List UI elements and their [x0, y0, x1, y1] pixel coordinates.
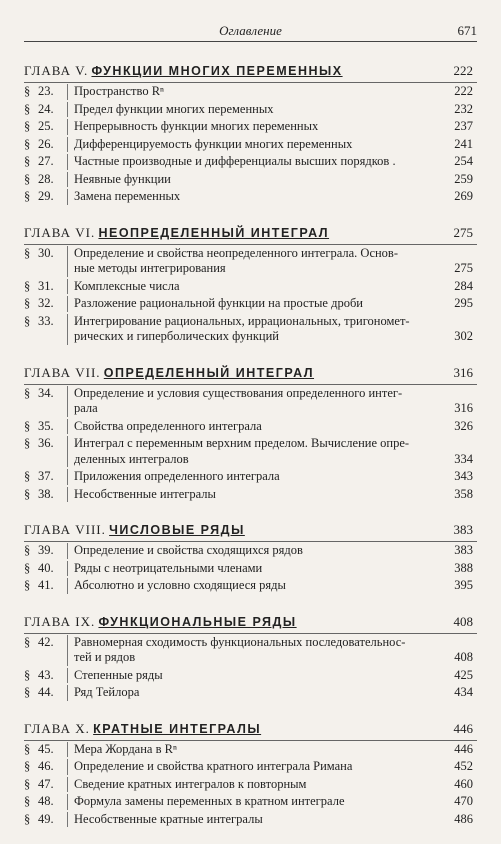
section-title: Определение и свойства кратного интеграла Римана	[67, 759, 477, 775]
section-title: Интегрирование рациональных, иррациональных, тригономет- рических и гиперболических функций	[67, 314, 477, 345]
section-page: 408	[454, 650, 473, 664]
section-number: § 41.	[24, 578, 54, 592]
toc-entry[interactable]	[24, 758, 477, 776]
section-number: § 45.	[24, 741, 54, 756]
section-title: Абсолютно и условно сходящиеся ряды	[67, 578, 477, 594]
chapter-title: ФУНКЦИИ МНОГИХ ПЕРЕМЕННЫХ	[91, 64, 343, 78]
section-title: Пространство Rⁿ	[67, 84, 477, 100]
section-page: 259	[454, 171, 473, 186]
toc-entry[interactable]	[24, 577, 477, 595]
chapter-label: ГЛАВА VIII.	[24, 522, 106, 537]
section-number: § 23.	[24, 84, 54, 98]
section-list	[24, 541, 477, 595]
section-page: 334	[454, 451, 473, 466]
section-page: 284	[454, 278, 473, 293]
section-title: Определение и условия существования определенного интег- рала	[67, 386, 477, 417]
toc-entry[interactable]	[24, 667, 477, 685]
chapter-heading[interactable]	[24, 222, 477, 244]
section-number: § 34.	[24, 385, 54, 400]
chapter-page: 408	[453, 613, 473, 629]
chapter-page: 446	[453, 720, 473, 736]
section-page: 302	[454, 329, 473, 343]
toc-entry[interactable]	[24, 486, 477, 504]
section-title: Сведение кратных интегралов к повторным	[67, 777, 477, 793]
section-number: § 26.	[24, 136, 54, 151]
toc-entry[interactable]	[24, 171, 477, 189]
section-title: Несобственные кратные интегралы	[67, 812, 477, 828]
chapter-heading[interactable]	[24, 60, 477, 82]
section-page: 395	[454, 578, 473, 592]
table-of-contents	[24, 60, 477, 844]
chapter-heading[interactable]	[24, 519, 477, 541]
toc-entry[interactable]	[24, 101, 477, 119]
section-title: Свойства определенного интеграла	[67, 419, 477, 435]
page-header	[24, 21, 477, 42]
toc-entry[interactable]	[24, 418, 477, 436]
section-page: 237	[454, 119, 473, 133]
section-page: 232	[454, 101, 473, 116]
toc-entry[interactable]	[24, 136, 477, 154]
section-list	[24, 244, 477, 346]
chapter-label: ГЛАВА VII.	[24, 364, 101, 380]
toc-entry[interactable]	[24, 245, 477, 278]
section-page: 326	[454, 418, 473, 433]
chapter-block	[24, 611, 477, 702]
toc-entry[interactable]	[24, 83, 477, 101]
section-title: Непрерывность функции многих переменных	[67, 119, 477, 135]
section-list	[24, 633, 477, 702]
running-title: Оглавление	[219, 23, 282, 38]
chapter-label: ГЛАВА V.	[24, 63, 89, 78]
toc-entry[interactable]	[24, 188, 477, 206]
toc-entry[interactable]	[24, 684, 477, 702]
section-title: Комплексные числа	[67, 279, 477, 295]
section-number: § 27.	[24, 154, 54, 168]
toc-entry[interactable]	[24, 295, 477, 313]
section-title: Интеграл с переменным верхним пределом. Вычисление опре- деленных интегралов	[67, 436, 477, 467]
section-title: Приложения определенного интеграла	[67, 469, 477, 485]
toc-entry[interactable]	[24, 435, 477, 468]
section-number: § 38.	[24, 486, 54, 501]
section-number: § 33.	[24, 313, 54, 328]
chapter-label: ГЛАВА IX.	[24, 613, 96, 629]
chapter-title: ЧИСЛОВЫЕ РЯДЫ	[109, 523, 245, 537]
section-page: 275	[454, 261, 473, 275]
section-title: Разложение рациональной функции на простые дроби	[67, 296, 477, 312]
section-number: § 37.	[24, 469, 54, 483]
section-number: § 47.	[24, 776, 54, 791]
section-title: Замена переменных	[67, 189, 477, 205]
section-title: Дифференцируемость функции многих переменных	[67, 137, 477, 153]
section-page: 470	[454, 794, 473, 808]
toc-entry[interactable]	[24, 385, 477, 418]
section-title: Определение и свойства сходящихся рядов	[67, 543, 477, 559]
section-page: 383	[454, 543, 473, 557]
section-number: § 31.	[24, 278, 54, 293]
toc-entry[interactable]	[24, 153, 477, 171]
section-number: § 48.	[24, 794, 54, 808]
section-number: § 42.	[24, 634, 54, 649]
chapter-page: 383	[453, 522, 473, 537]
toc-entry[interactable]	[24, 542, 477, 560]
chapter-heading[interactable]	[24, 718, 477, 740]
section-number: § 28.	[24, 171, 54, 186]
chapter-page: 316	[453, 364, 473, 380]
toc-entry[interactable]	[24, 793, 477, 811]
section-title: Ряд Тейлора	[67, 685, 477, 701]
chapter-heading[interactable]	[24, 611, 477, 633]
chapter-page: 222	[453, 63, 473, 78]
toc-entry[interactable]	[24, 776, 477, 794]
section-title: Мера Жордана в Rⁿ	[67, 742, 477, 758]
toc-entry[interactable]	[24, 811, 477, 829]
chapter-title: ОПРЕДЕЛЕННЫЙ ИНТЕГРАЛ	[103, 365, 315, 380]
section-page: 222	[454, 84, 473, 98]
toc-entry[interactable]	[24, 741, 477, 759]
chapter-label: ГЛАВА VI.	[24, 224, 96, 240]
chapter-block	[24, 362, 477, 504]
chapter-title: ФУНКЦИОНАЛЬНЫЕ РЯДЫ	[98, 614, 297, 629]
section-title: Равномерная сходимость функциональных последовательнос- тей и рядов	[67, 635, 477, 666]
section-list	[24, 82, 477, 206]
toc-entry[interactable]	[24, 634, 477, 667]
section-number: § 46.	[24, 759, 54, 773]
section-title: Несобственные интегралы	[67, 487, 477, 503]
section-number: § 44.	[24, 685, 54, 699]
section-title: Частные производные и дифференциалы высших порядков .	[67, 154, 477, 170]
section-page: 254	[454, 154, 473, 168]
section-page: 295	[454, 296, 473, 310]
section-page: 241	[454, 136, 473, 151]
section-page: 434	[454, 685, 473, 699]
section-number: § 25.	[24, 119, 54, 133]
section-title: Формула замены переменных в кратном интеграле	[67, 794, 477, 810]
section-page: 486	[454, 811, 473, 826]
section-page: 425	[454, 667, 473, 682]
section-page: 343	[454, 469, 473, 483]
section-number: § 36.	[24, 436, 54, 450]
section-page: 452	[454, 759, 473, 773]
section-page: 358	[454, 486, 473, 501]
section-list	[24, 384, 477, 504]
section-title: Предел функции многих переменных	[67, 102, 477, 118]
chapter-block	[24, 718, 477, 829]
section-number: § 29.	[24, 189, 54, 203]
section-number: § 35.	[24, 418, 54, 433]
chapter-heading[interactable]	[24, 362, 477, 384]
section-number: § 40.	[24, 560, 54, 575]
toc-entry[interactable]	[24, 313, 477, 346]
section-number: § 49.	[24, 811, 54, 826]
section-number: § 39.	[24, 543, 54, 557]
chapter-label: ГЛАВА X.	[24, 720, 90, 736]
toc-entry[interactable]	[24, 278, 477, 296]
chapter-block	[24, 519, 477, 595]
section-page: 316	[454, 401, 473, 415]
section-title: Неявные функции	[67, 172, 477, 188]
section-title: Ряды с неотрицательными членами	[67, 561, 477, 577]
chapter-page: 275	[453, 224, 473, 240]
section-page: 460	[454, 776, 473, 791]
chapter-block	[24, 222, 477, 346]
section-number: § 43.	[24, 667, 54, 682]
page-number: 671	[457, 23, 477, 38]
toc-entry[interactable]	[24, 118, 477, 136]
chapter-block	[24, 60, 477, 206]
chapter-title: КРАТНЫЕ ИНТЕГРАЛЫ	[93, 721, 262, 736]
section-page: 269	[454, 189, 473, 203]
section-number: § 30.	[24, 245, 54, 260]
section-page: 388	[454, 560, 473, 575]
toc-entry[interactable]	[24, 560, 477, 578]
section-title: Степенные ряды	[67, 668, 477, 684]
section-list	[24, 740, 477, 829]
section-number: § 32.	[24, 296, 54, 310]
chapter-title: НЕОПРЕДЕЛЕННЫЙ ИНТЕГРАЛ	[98, 225, 330, 240]
section-title: Определение и свойства неопределенного интеграла. Основ- ные методы интегрирования	[67, 246, 477, 277]
section-page: 446	[454, 741, 473, 756]
toc-entry[interactable]	[24, 468, 477, 486]
section-number: § 24.	[24, 101, 54, 116]
